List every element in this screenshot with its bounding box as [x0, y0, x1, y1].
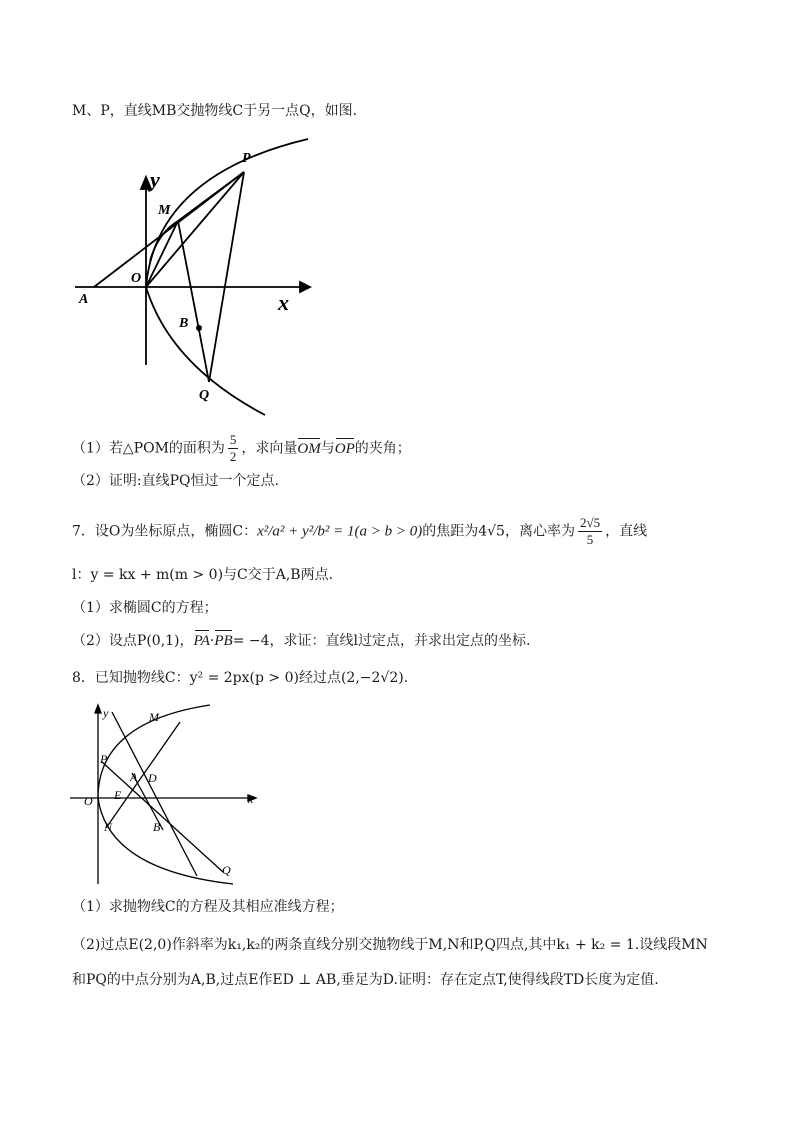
p6-q1-frac: $\frac{5}{2}$: [229, 432, 237, 464]
fig1-label-x: x: [278, 290, 289, 315]
vector-OP: OP: [334, 440, 355, 457]
fig1-label-Q: Q: [199, 388, 210, 403]
fig1-label-B: B: [179, 316, 189, 331]
p7-stem-prefix: 7．设O为坐标原点，椭圆C：: [72, 523, 258, 540]
ellipse-equation: x²/a² + y²/b² = 1(a > b > 0): [257, 523, 423, 540]
p7-q2-suffix: = −4，求证：直线l过定点，并求出定点的坐标.: [232, 633, 531, 649]
fig2-label-A: A: [130, 770, 138, 784]
vector-OM: OM: [297, 440, 321, 457]
fig1-label-A: A: [79, 292, 89, 307]
fig2-label-M: M: [149, 710, 159, 724]
p6-q1-mid: ，求向量: [241, 440, 298, 457]
fig1-label-O: O: [131, 271, 142, 286]
figure-1-parabola: [70, 135, 320, 417]
p7-q2: [72, 631, 530, 651]
fig2-label-N: N: [104, 820, 113, 834]
dot-operator: ·: [209, 633, 215, 649]
fig1-label-M: M: [158, 203, 171, 218]
figure-2-parabola: [68, 700, 268, 888]
vector-PB: PB: [214, 633, 233, 649]
p7-stem-1: [72, 515, 647, 548]
fig2-label-O: O: [84, 794, 93, 808]
fig2-label-E: E: [114, 788, 122, 802]
p7-stem-2: l：y = kx + m(m > 0)与C交于A,B两点.: [72, 567, 334, 583]
fig1-label-y: y: [150, 167, 160, 192]
p7-q2-prefix: （2）设点P(0,1)，: [72, 633, 194, 649]
fig2-label-P: P: [100, 752, 108, 766]
p7-q1: （1）求椭圆C的方程；: [72, 600, 218, 616]
p6-q1-suffix: 的夹角；: [354, 440, 411, 457]
intro-text: M、P，直线MB交抛物线C于另一点Q，如图.: [72, 103, 358, 119]
vector-PA: PA: [193, 633, 210, 649]
p6-q1-prefix: （1）若△POM的面积为: [72, 440, 225, 457]
fig2-label-y: y: [103, 706, 109, 720]
p8-q1: （1）求抛物线C的方程及其相应准线方程；: [72, 899, 344, 915]
p6-q1-and: 与: [320, 440, 335, 457]
p7-stem-suffix: ，直线: [605, 523, 648, 540]
fig2-label-B: B: [153, 820, 161, 834]
p8-q2-line2: 和PQ的中点分别为A,B,过点E作ED ⊥ AB,垂足为D.证明：存在定点T,使得线段TD长度为定值.: [72, 972, 659, 988]
p8-q2-line1: （2)过点E(2,0)作斜率为k₁,k₂的两条直线分别交抛物线于M,N和P,Q四点,其中k₁ + k₂ = 1.设线段MN: [72, 937, 708, 953]
eccentricity-frac: $\frac{2√5}{5}$: [579, 515, 601, 547]
fig1-label-P: P: [242, 151, 251, 166]
p7-stem-mid: 的焦距为4√5，离心率为: [422, 523, 575, 540]
fig2-label-x: x: [248, 792, 254, 806]
fig2-label-D: D: [148, 771, 157, 785]
p8-stem: 8．已知抛物线C：y² = 2px(p > 0)经过点(2,−2√2).: [72, 670, 409, 686]
p6-q2: （2）证明:直线PQ恒过一个定点.: [72, 473, 279, 489]
fig2-label-Q: Q: [222, 863, 231, 877]
p6-q1: [72, 432, 411, 465]
